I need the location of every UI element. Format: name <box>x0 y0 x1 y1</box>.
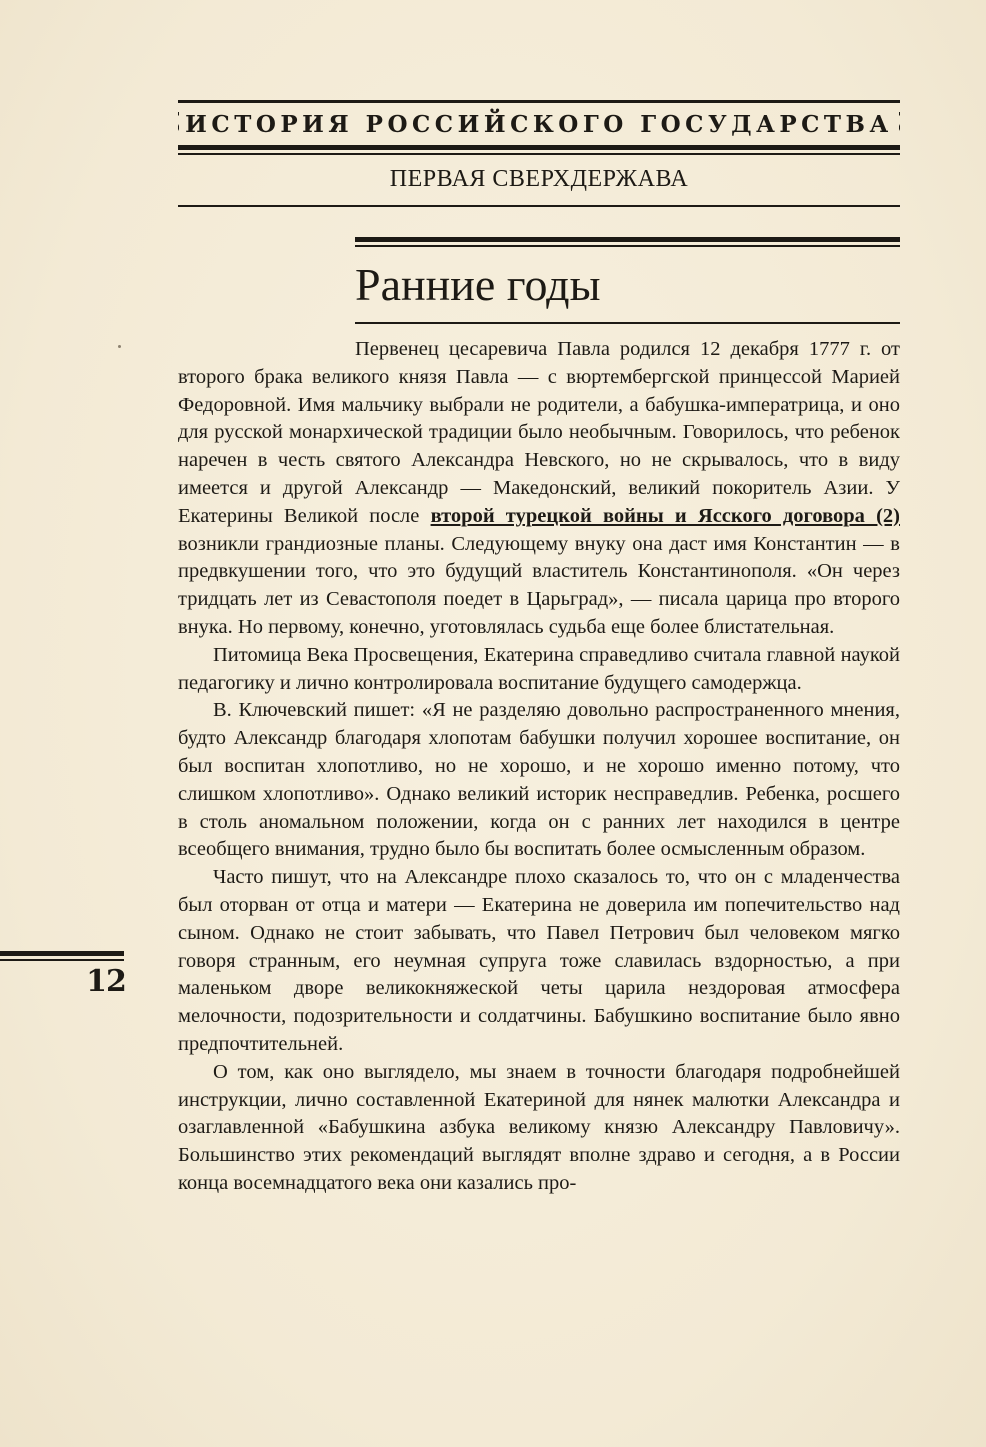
chapter-thick-rule <box>355 237 900 242</box>
chapter-bottom-rule <box>355 322 900 324</box>
running-header <box>178 108 900 140</box>
section-bottom-rule <box>178 205 900 207</box>
paragraph-5: О том, как оно выглядело, мы знаем в точности благодаря подробнейшей инструкции, лично составленной Екатериной для нянек малютки Александра и озаглавленной «Бабушкина азбука великому князю Александру Павловичу». Большинство этих рекомендаций выглядят вполне здраво и сегодня, а в России конца восемнадцатого века они казались про- <box>178 1060 900 1194</box>
body-text <box>178 336 900 1198</box>
paragraph-1 <box>178 336 900 642</box>
header-top-rule <box>178 100 900 103</box>
paragraph-3: В. Ключевский пишет: «Я не разделяю довольно распространенного мнения, будто Александр благодаря хлопотам бабушки получил хорошее воспитание, он был воспитан хлопотливо, но не хорошо, и не хорошо именно потому, что слишком хлопотливо». Однако великий историк несправедлив. Ребенка, росшего в столь аномальном положении, когда он с ранних лет находился в центре всеобщего внимания, трудно было бы воспитать более осмысленным образом. <box>178 699 900 861</box>
paragraph-4: Часто пишут, что на Александре плохо сказалось то, что он с младенчества был оторван от отца и матери — Екатерина не доверила им попечительство над сыном. Однако не стоит забывать, что Павел Петрович был человеком мягко говоря странным, его неумная супруга тоже славилась вздорностью, а при маленьком дворе великокняжеской четы царила нездоровая атмосфера мелочности, подозрительности и солдатчины. Бабушкино воспитание было явно предпочтительней. <box>178 866 900 1055</box>
folio-thin-rule <box>0 959 124 961</box>
paragraph-2: Питомица Века Просвещения, Екатерина справедливо считала главной наукой педагогику и лично контролировала воспитание будущего самодержца. <box>178 643 900 694</box>
header-thin-rule <box>178 153 900 155</box>
paper-speck <box>118 345 121 348</box>
chapter-title: Ранние годы <box>355 259 601 310</box>
folio-thick-rule <box>0 951 124 956</box>
treaty-link[interactable]: второй турецкой войны и Ясского договора (2) <box>430 504 900 527</box>
series-title: ИСТОРИЯ РОССИЙСКОГО ГОСУДАРСТВА <box>185 110 893 138</box>
paragraph-1-text-b: возникли грандиозные планы. Следующему внуку она даст имя Константин — в предвкушении того, что это будущий властитель Константинополя. «Он через тридцать лет из Севастополя поедет в Царьград», — писала царица про второго внука. Но первому, конечно, уготовлялась судьба еще более блистательная. <box>178 532 900 638</box>
hatch-ornament-right <box>899 112 900 136</box>
paragraph-1-text-a: Первенец цесаревича Павла родился 12 декабря 1777 г. от второго брака великого князя Павла — с вюртембергской принцессой Марией Федоровной. Имя мальчику выбрали не родители, а бабушка-императрица, и оно для русской монархической традиции было необычным. Говорилось, что ребенок наречен в честь святого Александра Невского, но не скрывалось, что в виду имеется и другой Александр — Македонский, великий покоритель Азии. У Екатерины Великой после <box>178 338 900 527</box>
section-title: ПЕРВАЯ СВЕРХДЕРЖАВА <box>389 166 689 192</box>
header-thick-rule <box>178 145 900 150</box>
page-number: 12 <box>86 964 126 999</box>
chapter-thin-rule <box>355 245 900 247</box>
